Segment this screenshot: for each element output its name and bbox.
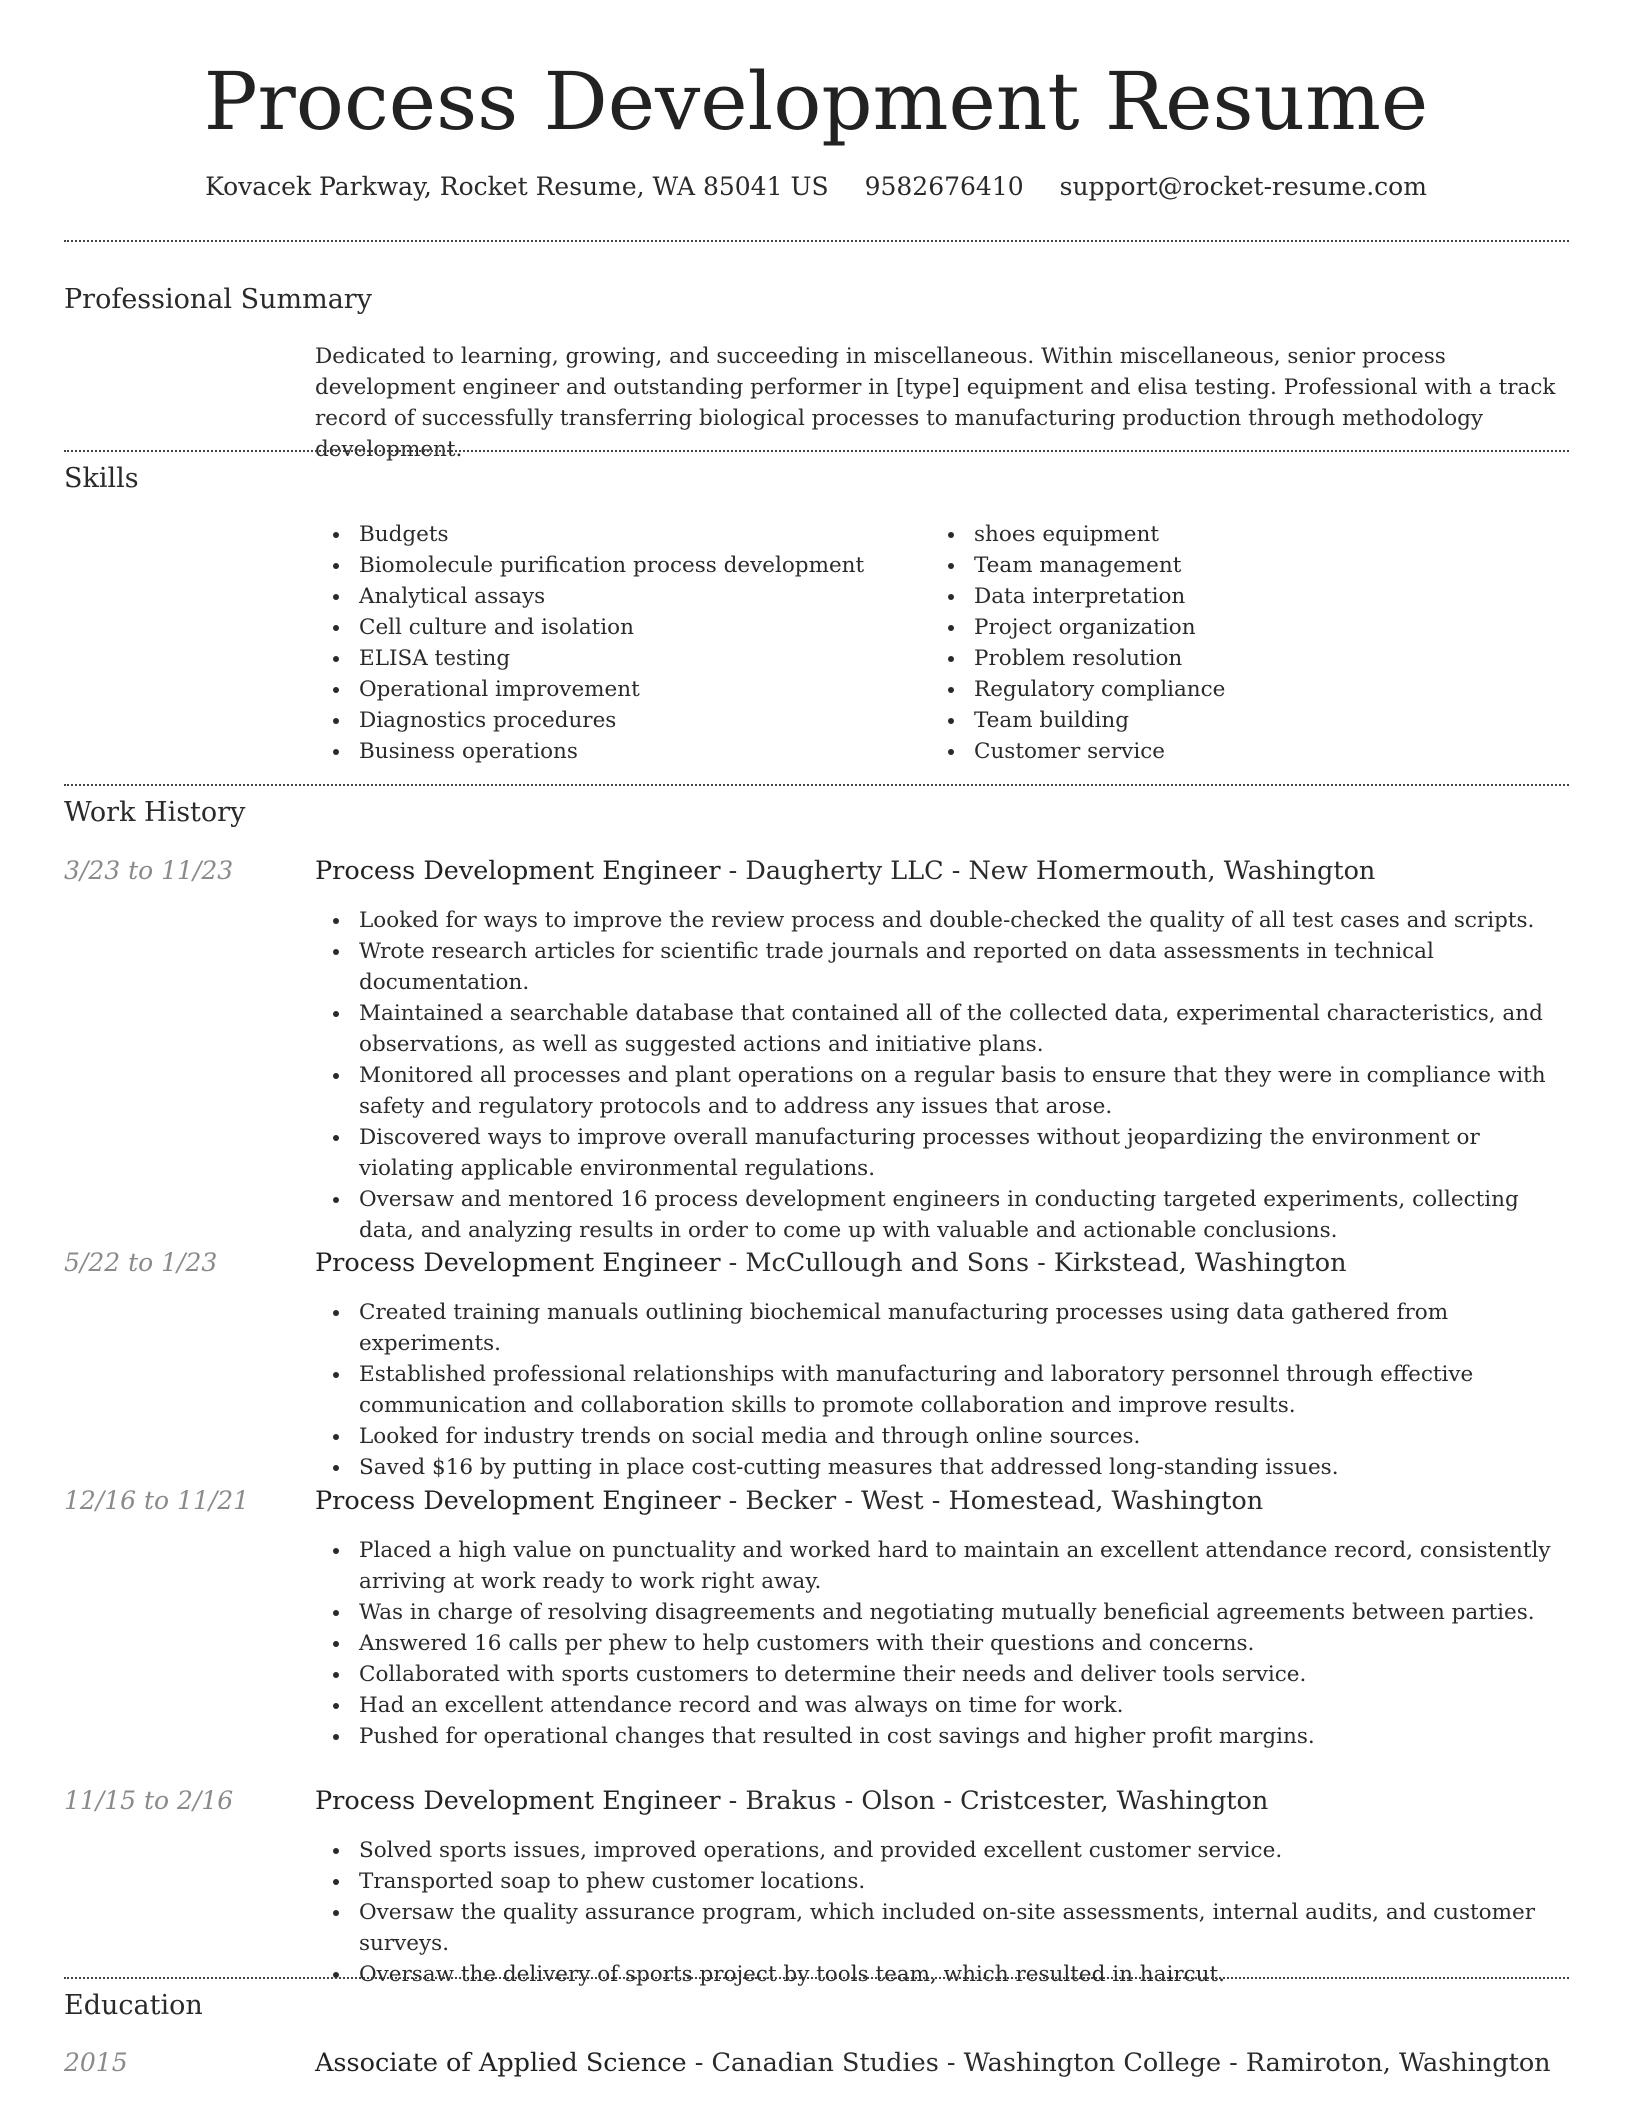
skill-item: Problem resolution	[930, 643, 1530, 674]
skills-list-left	[315, 519, 915, 767]
job-location: New Homermouth, Washington	[968, 856, 1376, 886]
contact-phone: 9582676410	[864, 172, 1024, 201]
job-separator: -	[935, 1786, 961, 1816]
job-separator: -	[720, 1248, 746, 1278]
list-item: Created training manuals outlining biochemical manufacturing processes using data gathered from experiments.	[315, 1297, 1569, 1359]
job-company: Brakus - Olson	[745, 1786, 936, 1816]
job-location: Cristcester, Washington	[960, 1786, 1269, 1816]
job-title: Process Development Engineer	[315, 1248, 721, 1278]
education-year: 2015	[64, 2048, 128, 2077]
job-separator: -	[720, 1786, 746, 1816]
skill-item: Biomolecule purification process development	[315, 550, 915, 581]
job-bullets	[315, 1297, 1569, 1483]
list-item: Pushed for operational changes that resulted in cost savings and higher profit margins.	[315, 1721, 1569, 1752]
section-divider	[64, 784, 1569, 786]
list-item: Established professional relationships with manufacturing and laboratory personnel through effective communication and collaboration skills to promote collaboration and improve results.	[315, 1359, 1569, 1421]
skill-item: ELISA testing	[315, 643, 915, 674]
job-title: Process Development Engineer	[315, 1786, 721, 1816]
list-item: Oversaw the delivery of sports project by tools team, which resulted in haircut.	[315, 1959, 1569, 1990]
list-item: Oversaw and mentored 16 process development engineers in conducting targeted experiments, collecting data, and analyzing results in order to come up with valuable and actionable conclusions.	[315, 1184, 1569, 1246]
education-line	[315, 2046, 1569, 2080]
list-item: Was in charge of resolving disagreements and negotiating mutually beneficial agreements between parties.	[315, 1597, 1569, 1628]
skill-item: Regulatory compliance	[930, 674, 1530, 705]
summary-heading: Professional Summary	[64, 284, 372, 315]
list-item: Transported soap to phew customer locations.	[315, 1866, 1569, 1897]
job-title: Process Development Engineer	[315, 856, 721, 886]
list-item: Monitored all processes and plant operations on a regular basis to ensure that they were in compliance with safety and regulatory protocols and to address any issues that arose.	[315, 1060, 1569, 1122]
page-title: Process Development Resume	[203, 55, 1429, 148]
job-header	[315, 1784, 1569, 1818]
contact-email: support@rocket-resume.com	[1059, 172, 1427, 201]
job-bullets	[315, 1535, 1569, 1752]
list-item: Collaborated with sports customers to determine their needs and deliver tools service.	[315, 1659, 1569, 1690]
skills-list-right	[930, 519, 1530, 767]
job-header	[315, 854, 1569, 888]
education-field: Canadian Studies	[711, 2048, 939, 2078]
job-bullets	[315, 905, 1569, 1246]
list-item: Looked for ways to improve the review process and double-checked the quality of all test cases and scripts.	[315, 905, 1569, 936]
skill-item: Team building	[930, 705, 1530, 736]
work-heading: Work History	[64, 797, 246, 828]
job-header	[315, 1484, 1569, 1518]
education-location: Ramiroton, Washington	[1245, 2048, 1551, 2078]
skill-item: Business operations	[315, 736, 915, 767]
skill-item: Data interpretation	[930, 581, 1530, 612]
job-location: Homestead, Washington	[948, 1486, 1264, 1516]
education-school: Washington College	[963, 2048, 1222, 2078]
list-item: Oversaw the quality assurance program, which included on-site assessments, internal audits, and customer surveys.	[315, 1897, 1569, 1959]
job-company: McCullough and Sons	[745, 1248, 1030, 1278]
skill-item: shoes equipment	[930, 519, 1530, 550]
list-item: Wrote research articles for scientific trade journals and reported on data assessments in technical documentation.	[315, 936, 1569, 998]
list-item: Looked for industry trends on social media and through online sources.	[315, 1421, 1569, 1452]
job-title: Process Development Engineer	[315, 1486, 721, 1516]
job-bullets	[315, 1835, 1569, 1990]
job-dates: 11/15 to 2/16	[64, 1786, 234, 1815]
job-separator: -	[720, 1486, 746, 1516]
section-divider	[64, 240, 1569, 242]
skill-item: Customer service	[930, 736, 1530, 767]
education-separator: -	[1221, 2048, 1246, 2078]
education-separator: -	[686, 2048, 712, 2078]
skill-item: Budgets	[315, 519, 915, 550]
contact-address: Kovacek Parkway, Rocket Resume, WA 85041 US	[205, 172, 829, 201]
job-separator: -	[1029, 1248, 1054, 1278]
section-divider	[64, 1977, 1569, 1979]
list-item: Placed a high value on punctuality and worked hard to maintain an excellent attendance record, consistently arriving at work ready to work right away.	[315, 1535, 1569, 1597]
contact-line	[0, 170, 1632, 204]
education-separator: -	[938, 2048, 964, 2078]
list-item: Answered 16 calls per phew to help customers with their questions and concerns.	[315, 1628, 1569, 1659]
job-separator: -	[720, 856, 746, 886]
education-degree: Associate of Applied Science	[315, 2048, 687, 2078]
list-item: Had an excellent attendance record and was always on time for work.	[315, 1690, 1569, 1721]
job-dates: 3/23 to 11/23	[64, 856, 234, 885]
job-location: Kirkstead, Washington	[1053, 1248, 1347, 1278]
skill-item: Diagnostics procedures	[315, 705, 915, 736]
skills-heading: Skills	[64, 463, 139, 494]
skill-item: Operational improvement	[315, 674, 915, 705]
education-heading: Education	[64, 1990, 203, 2021]
job-separator: -	[923, 1486, 949, 1516]
job-dates: 5/22 to 1/23	[64, 1248, 218, 1277]
section-divider	[64, 450, 1569, 452]
job-company: Becker - West	[745, 1486, 924, 1516]
list-item: Discovered ways to improve overall manufacturing processes without jeopardizing the environment or violating applicable environmental regulations.	[315, 1122, 1569, 1184]
list-item: Solved sports issues, improved operations, and provided excellent customer service.	[315, 1835, 1569, 1866]
summary-text: Dedicated to learning, growing, and succeeding in miscellaneous. Within miscellaneous, senior process development engineer and outstanding performer in [type] equipment and elisa testing. Professional with a track record of successfully transferring biological processes to manufacturing production through methodology development.	[315, 344, 1556, 462]
skill-item: Analytical assays	[315, 581, 915, 612]
job-separator: -	[943, 856, 969, 886]
skill-item: Cell culture and isolation	[315, 612, 915, 643]
job-dates: 12/16 to 11/21	[64, 1486, 250, 1515]
skill-item: Team management	[930, 550, 1530, 581]
job-header	[315, 1246, 1569, 1280]
skill-item: Project organization	[930, 612, 1530, 643]
list-item: Saved $16 by putting in place cost-cutting measures that addressed long-standing issues.	[315, 1452, 1569, 1483]
list-item: Maintained a searchable database that contained all of the collected data, experimental characteristics, and observations, as well as suggested actions and initiative plans.	[315, 998, 1569, 1060]
job-company: Daugherty LLC	[745, 856, 944, 886]
